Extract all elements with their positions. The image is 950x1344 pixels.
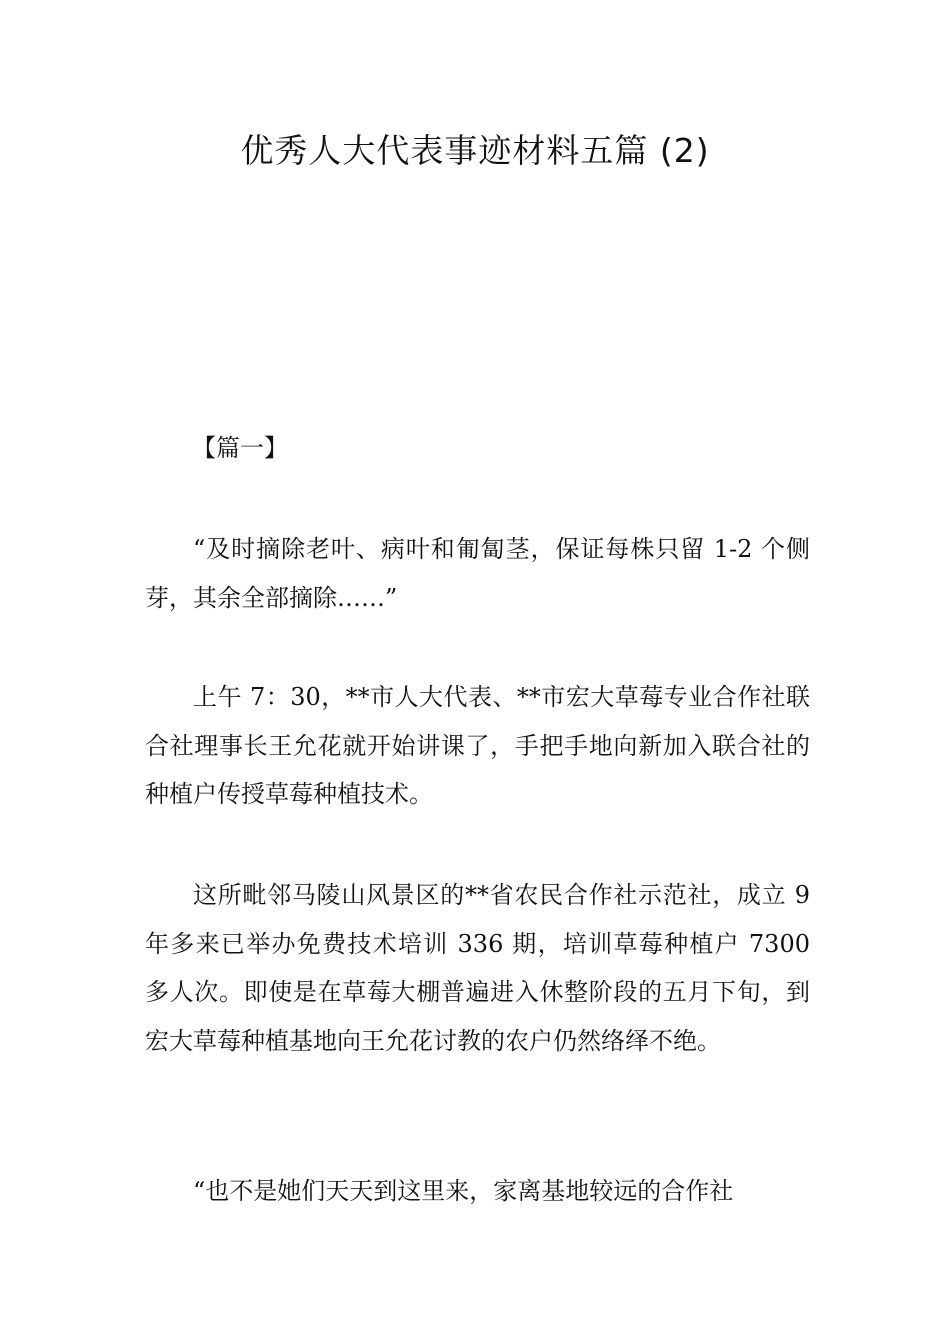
paragraph-4: “也不是她们天天到这里来，家离基地较远的合作社 bbox=[193, 1177, 734, 1205]
paragraph-2: 上午 7：30，**市人大代表、**市宏大草莓专业合作社联合社理事长王允花就开始讲课了，手把手地向新加入联合社的种植户传授草莓种植技术。 bbox=[145, 683, 810, 809]
paragraph-1: “及时摘除老叶、病叶和匍匐茎，保证每株只留 1-2 个侧芽，其余全部摘除……” bbox=[145, 535, 810, 612]
document-title: 优秀人大代表事迹材料五篇 (2) bbox=[240, 131, 710, 170]
paragraph-3: 这所毗邻马陵山风景区的**省农民合作社示范社，成立 9 年多来已举办免费技术培训 336 期，培训草莓种植户 7300 多人次。即使是在草莓大棚普遍进入休整阶段的五月下旬，到宏大草莓种植基地向王允花讨教的农户仍然络绎不绝。 bbox=[145, 881, 810, 1055]
section-heading: 【篇一】 bbox=[192, 434, 288, 462]
